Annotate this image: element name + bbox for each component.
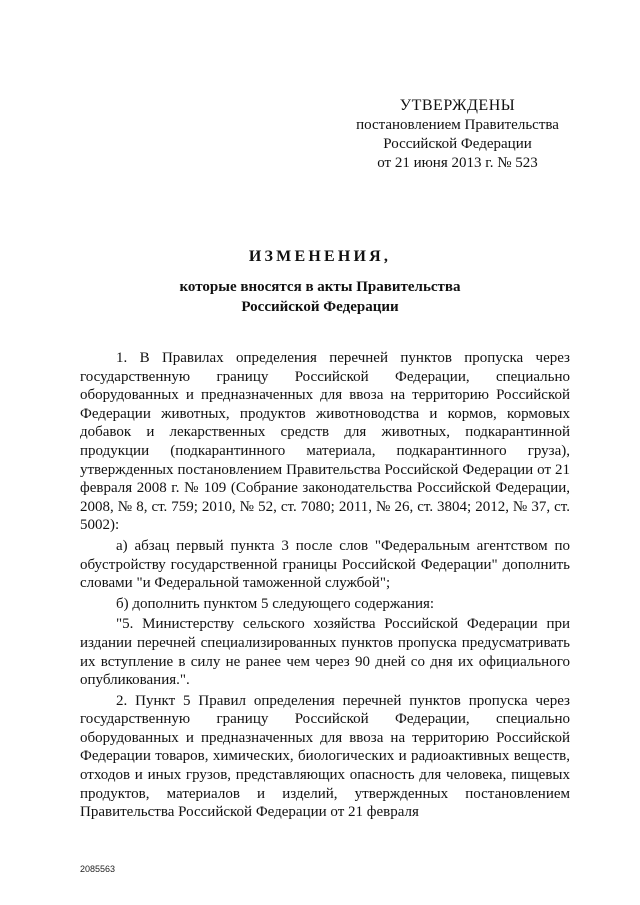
paragraph-quote-5: "5. Министерству сельского хозяйства Российской Федерации при издании перечней специализированных пунктов пропуска предусматривать их вступление в силу не ранее чем через 90 дней со дня их официального опубликования.". [80, 616, 570, 689]
subtitle-line: которые вносятся в акты Правительства [179, 279, 461, 295]
approval-line: Российской Федерации [383, 136, 532, 152]
document-subtitle [80, 277, 560, 317]
approval-line: постановлением Правительства [356, 117, 559, 133]
document-title: ИЗМЕНЕНИЯ, [248, 248, 392, 265]
paragraph-item-2: 2. Пункт 5 Правил определения перечней пунктов пропуска через государственную границу Российской Федерации, специально оборудованных и предназначенных для ввоза на территорию Российской Федерации товаров, химических, биологических и радиоактивных веществ, отходов и иных грузов, представляющих опасность для человека, пищевых продуктов, материалов и изделий, утвержденных постановлением Правительства Российской Федерации от 21 февраля [80, 692, 570, 821]
document-body [80, 349, 570, 822]
approval-title: УТВЕРЖДЕНЫ [399, 97, 516, 114]
document-code: 2085563 [80, 864, 116, 874]
paragraph-subitem-a: а) абзац первый пункта 3 после слов "Федеральным агентством по обустройству государственной границы Российской Федерации" дополнить словами "и Федеральной таможенной службой"; [80, 537, 570, 592]
paragraph-item-1: 1. В Правилах определения перечней пунктов пропуска через государственную границу Российской Федерации, специально оборудованных и предназначенных для ввоза на территорию Российской Федерации животных, продуктов животноводства и кормов, кормовых добавок и лекарственных средств для животных, подкарантинной продукции (подкарантинного материала, подкарантинного груза), утвержденных постановлением Правительства Российской Федерации от 21 февраля 2008 г. № 109 (Собрание законодательства Российской Федерации, 2008, № 8, ст. 759; 2010, № 52, ст. 7080; 2011, № 26, ст. 3804; 2012, № 37, ст. 5002): [80, 350, 570, 534]
approval-date: от 21 июня 2013 г. № 523 [377, 155, 538, 171]
approval-block [330, 96, 585, 173]
subtitle-line: Российской Федерации [241, 299, 399, 315]
paragraph-subitem-b: б) дополнить пунктом 5 следующего содержания: [116, 595, 435, 612]
